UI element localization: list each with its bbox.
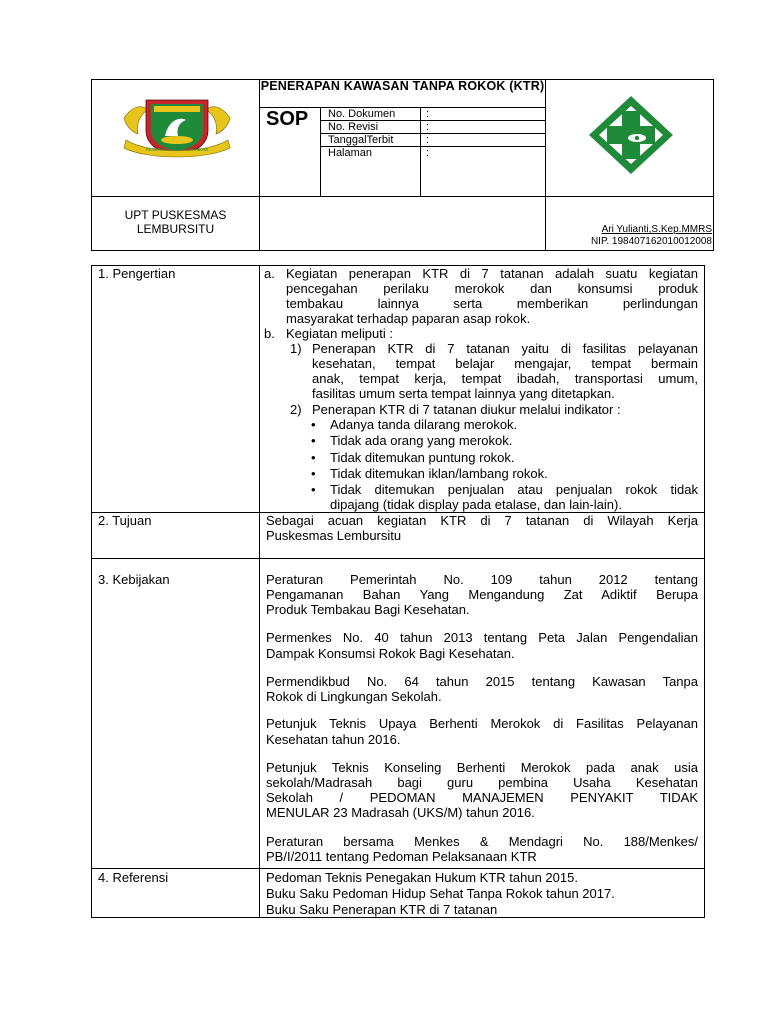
policy-line: Permendikbud No. 64 tahun 2015 tentang Kawasan Tanpa bbox=[266, 674, 698, 689]
definition-a-line: pencegahan perilaku merokok dan konsumsi produk bbox=[286, 281, 698, 296]
field-value-document-number: : bbox=[426, 108, 430, 120]
definition-a-line: Kegiatan penerapan KTR di 7 tatanan adalah suatu kegiatan bbox=[286, 266, 698, 281]
field-label-page: Halaman bbox=[328, 147, 373, 159]
policy-line: Peraturan Pemerintah No. 109 tahun 2012 tentang bbox=[266, 572, 698, 587]
signature-block bbox=[546, 224, 712, 248]
organization-name bbox=[92, 208, 259, 236]
field-label-document-number: No. Dokumen bbox=[328, 108, 396, 120]
policy-line: PB/I/2011 tentang Pedoman Pelaksanaan KTR bbox=[266, 849, 537, 864]
definition-b2: Penerapan KTR di 7 tatanan diukur melalui indikator : bbox=[312, 402, 621, 417]
section-label-referensi: 4. Referensi bbox=[98, 870, 169, 885]
indicator-item: Adanya tanda dilarang merokok. bbox=[330, 417, 518, 432]
policy-line: Permenkes No. 40 tahun 2013 tentang Peta Jalan Pengendalian bbox=[266, 630, 698, 645]
sop-label: SOP bbox=[266, 108, 309, 130]
policy-line: Pengamanan Bahan Yang Mengandung Zat Adiktif Berupa bbox=[266, 587, 698, 602]
definition-b1-line: kesehatan, tempat belajar mengajar, tempat bermain bbox=[312, 356, 698, 371]
reference-item: Pedoman Teknis Penegakan Hukum KTR tahun 2015. bbox=[266, 870, 578, 885]
item-marker-b1: 1) bbox=[290, 341, 302, 356]
definition-b1-line: Penerapan KTR di 7 tatanan yaitu di fasilitas pelayanan bbox=[312, 341, 698, 356]
definition-b1-line: fasilitas umum serta tempat lainnya yang ditetapkan. bbox=[312, 386, 615, 401]
header-divider bbox=[91, 196, 714, 197]
signer-name: Ari Yulianti,S.Kep.MMRS bbox=[601, 224, 712, 235]
field-value-page: : bbox=[426, 147, 430, 159]
organization-line-2: LEMBURSITU bbox=[136, 222, 215, 236]
indicator-item: Tidak ditemukan puntung rokok. bbox=[330, 450, 515, 465]
policy-line: MENULAR 23 Madrasah (UKS/M) tahun 2016. bbox=[266, 805, 535, 820]
purpose-text-line: Sebagai acuan kegiatan KTR di 7 tatanan di Wilayah Kerja bbox=[266, 513, 698, 528]
section-label-kebijakan: 3. Kebijakan bbox=[98, 572, 170, 587]
policy-line: Kesehatan tahun 2016. bbox=[266, 732, 401, 747]
field-value-revision: : bbox=[426, 121, 430, 133]
definition-a-line: tembakau lainnya serta memberikan perlindungan bbox=[286, 296, 698, 311]
content-column-divider bbox=[259, 265, 260, 918]
item-marker-a: a. bbox=[264, 266, 275, 281]
item-marker-b: b. bbox=[264, 326, 275, 341]
field-label-issue-date: TanggalTerbit bbox=[328, 134, 394, 146]
bullet-icon: • bbox=[311, 417, 316, 432]
reference-item: Buku Saku Penerapan KTR di 7 tatanan bbox=[266, 902, 498, 917]
section-label-tujuan: 2. Tujuan bbox=[98, 513, 152, 528]
city-emblem-logo bbox=[118, 96, 236, 162]
organization-line-1: UPT PUSKESMAS bbox=[124, 208, 227, 222]
puskesmas-logo bbox=[586, 93, 676, 177]
policy-line: Peraturan bersama Menkes & Mendagri No. 188/Menkes/ bbox=[266, 834, 698, 849]
emblem-banner-text: PEMERINTAH KOTA SUKABUMI bbox=[145, 147, 209, 152]
policy-line: sekolah/Madrasah bagi guru pembina Usaha Kesehatan bbox=[266, 775, 698, 790]
item-marker-b2: 2) bbox=[290, 402, 302, 417]
bullet-icon: • bbox=[311, 482, 316, 497]
field-value-issue-date: : bbox=[426, 134, 430, 146]
indicator-item: dipajang (tidak display pada etalase, dan lain-lain). bbox=[330, 497, 622, 512]
definition-b: Kegiatan meliputi : bbox=[286, 326, 393, 341]
field-label-revision: No. Revisi bbox=[328, 121, 379, 133]
indicator-item: Tidak ditemukan iklan/lambang rokok. bbox=[330, 466, 548, 481]
definition-a-line: masyarakat terhadap paparan asap rokok. bbox=[286, 311, 531, 326]
policy-line: Petunjuk Teknis Konseling Berhenti Merokok pada anak usia bbox=[266, 760, 698, 775]
purpose-text-line: Puskesmas Lembursitu bbox=[266, 528, 402, 543]
definition-b1-line: anak, tempat kerja, tempat ibadah, transportasi umum, bbox=[312, 371, 698, 386]
section-divider bbox=[91, 868, 705, 869]
bullet-icon: • bbox=[311, 466, 316, 481]
header-divider bbox=[259, 79, 260, 251]
indicator-item: Tidak ada orang yang merokok. bbox=[330, 433, 513, 448]
policy-line: Dampak Konsumsi Rokok Bagi Kesehatan. bbox=[266, 646, 515, 661]
document-title: PENERAPAN KAWASAN TANPA ROKOK (KTR) bbox=[260, 79, 545, 93]
policy-line: Sekolah / PEDOMAN MANAJEMEN PENYAKIT TIDAK bbox=[266, 790, 698, 805]
reference-item: Buku Saku Pedoman Hidup Sehat Tanpa Rokok tahun 2017. bbox=[266, 886, 615, 901]
indicator-item: Tidak ditemukan penjualan atau penjualan rokok tidak bbox=[330, 482, 698, 497]
policy-line: Rokok di Lingkungan Sekolah. bbox=[266, 689, 442, 704]
policy-line: Petunjuk Teknis Upaya Berhenti Merokok di Fasilitas Pelayanan bbox=[266, 716, 698, 731]
section-divider bbox=[91, 558, 705, 559]
section-label-pengertian: 1. Pengertian bbox=[98, 266, 176, 281]
policy-line: Produk Tembakau Bagi Kesehatan. bbox=[266, 602, 470, 617]
bullet-icon: • bbox=[311, 433, 316, 448]
signer-nip: NIP. 198407162010012008 bbox=[590, 236, 712, 247]
bullet-icon: • bbox=[311, 450, 316, 465]
